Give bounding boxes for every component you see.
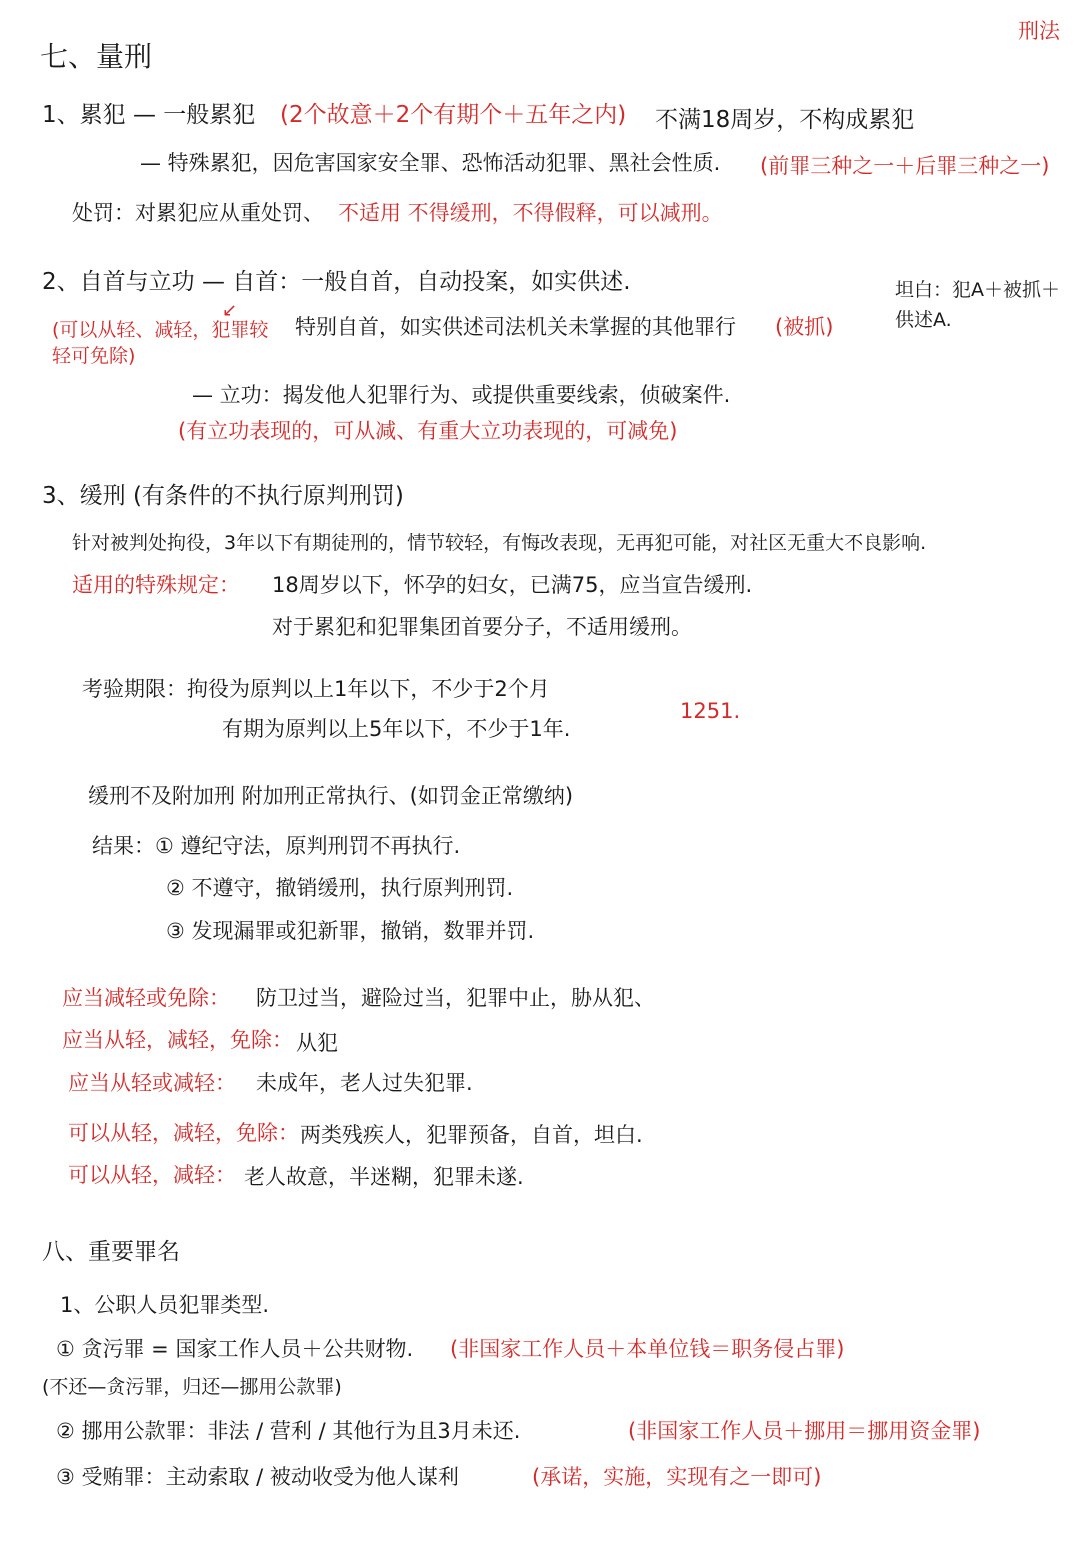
probation-line-6: 缓刑不及附加刑 附加刑正常执行、(如罚金正常缴纳) [88,784,574,808]
recidivism-line-2: — 特殊累犯，因危害国家安全罪、恐怖活动犯罪、黑社会性质. [140,151,721,175]
section-8-subtitle: 1、公职人员犯罪类型. [60,1293,270,1317]
probation-exam-2: 有期为原判以上5年以下，不少于1年. [222,717,571,741]
section-8-title: 八、重要罪名 [42,1239,180,1265]
list-1-label: 应当减轻或免除： [62,986,230,1010]
list-4-text: 两类残疾人，犯罪预备，自首，坦白. [300,1123,643,1147]
probation-line-1: 针对被判处拘役，3年以下有期徒刑的，情节较轻，有悔改表现，无再犯可能，对社区无重大不良影响. [72,532,927,554]
crime-1-extra: (不还—贪污罪，归还—挪用公款罪) [42,1376,342,1398]
recidivism-line-2-note: (前罪三种之一＋后罪三种之一) [760,154,1050,178]
list-1-text: 防卫过当，避险过当，犯罪中止，胁从犯、 [256,986,655,1010]
corner-tag: 刑法 [1018,19,1060,43]
probation-result-1: 结果：① 遵纪守法，原判刑罚不再执行. [92,834,461,858]
list-3-label: 应当从轻或减轻： [68,1071,236,1095]
crime-1-note: (非国家工作人员＋本单位钱＝职务侵占罪) [450,1337,845,1361]
recidivism-line-1-tail: 不满18周岁，不构成累犯 [655,107,915,133]
recidivism-line-1-note: (2个故意＋2个有期个＋五年之内) [280,102,627,128]
recidivism-penalty: 处罚：对累犯应从重处罚、 [72,201,324,225]
probation-line-3: 对于累犯和犯罪集团首要分子，不适用缓刑。 [272,615,692,639]
probation-special-text: 18周岁以下，怀孕的妇女，已满75，应当宣告缓刑. [272,573,753,597]
surrender-line-2: 特别自首，如实供述司法机关未掌握的其他罪行 [295,315,736,339]
probation-special-label: 适用的特殊规定： [72,573,240,597]
arrow-icon: ↙ [222,300,238,321]
list-4-label: 可以从轻，减轻，免除： [68,1121,299,1145]
probation-title: 3、缓刑 (有条件的不执行原判刑罚) [42,483,404,509]
recidivism-penalty-note: 不适用 不得缓刑，不得假释，可以减刑。 [338,201,723,225]
probation-exam-1: 考验期限：拘役为原判以上1年以下，不少于2个月 [82,677,550,701]
section-7-title: 七、量刑 [40,40,153,73]
crime-3: ③ 受贿罪：主动索取 / 被动收受为他人谋利 [56,1465,459,1489]
probation-exam-note: 1251. [680,699,741,723]
probation-result-3: ③ 发现漏罪或犯新罪，撤销，数罪并罚. [166,919,535,943]
list-3-text: 未成年，老人过失犯罪. [256,1071,473,1095]
list-5-label: 可以从轻，减轻： [68,1163,236,1187]
crime-1: ① 贪污罪 = 国家工作人员＋公共财物. [56,1337,414,1361]
list-5-text: 老人故意，半迷糊，犯罪未遂. [244,1165,524,1189]
crime-2-note: (非国家工作人员＋挪用＝挪用资金罪) [628,1419,981,1443]
crime-2: ② 挪用公款罪：非法 / 营利 / 其他行为且3月未还. [56,1419,521,1443]
merit-note: (有立功表现的，可从减、有重大立功表现的，可减免) [178,419,678,443]
surrender-line-2-note: (被抓) [775,315,834,339]
list-2-text: 从犯 [296,1031,338,1055]
crime-3-note: (承诺，实施，实现有之一即可) [532,1465,822,1489]
probation-result-2: ② 不遵守，撤销缓刑，执行原判刑罚. [166,876,514,900]
recidivism-line-1: 1、累犯 — 一般累犯 [42,102,256,128]
merit-line: — 立功：揭发他人犯罪行为、或提供重要线索，侦破案件. [192,383,731,407]
confession-note: 坦白：犯A＋被抓＋供述A. [895,279,1060,332]
surrender-line-1: 2、自首与立功 — 自首：一般自首，自动投案，如实供述. [42,269,631,295]
surrender-note: (可以从轻、减轻，犯罪较轻可免除) [52,319,269,367]
list-2-label: 应当从轻，减轻，免除： [62,1028,293,1052]
